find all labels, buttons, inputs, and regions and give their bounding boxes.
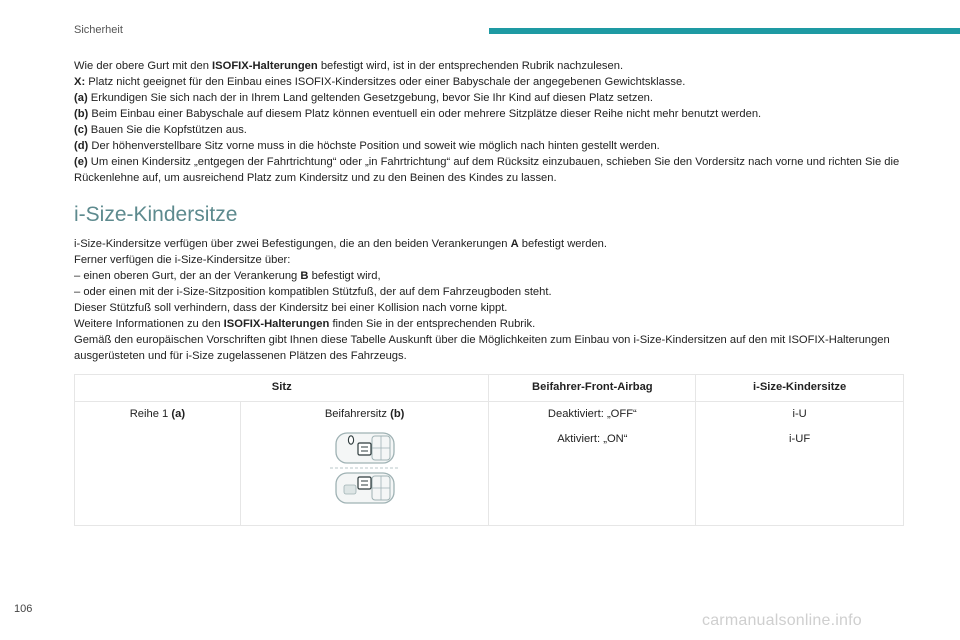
text-fragment: Wie der obere Gurt mit den — [74, 60, 213, 72]
note-key: (d) — [74, 140, 89, 152]
footnote-ref: (b) — [390, 408, 405, 420]
isize-list-item-1 — [74, 268, 904, 284]
car-airbag-on-icon — [336, 473, 394, 503]
text-fragment: befestigt wird, — [308, 270, 381, 282]
note-key: (e) — [74, 156, 88, 168]
note-x — [74, 74, 904, 90]
isize-paragraph-4 — [74, 316, 904, 332]
intro-line-isofix — [74, 58, 904, 74]
note-key: (b) — [74, 108, 89, 120]
note-c — [74, 122, 904, 138]
note-text: Der höhenverstellbare Sitz vorne muss in die höchste Position und soweit wie möglich nach hinten gestellt werden. — [88, 140, 660, 152]
header-isize: i-Size-Kindersitze — [696, 375, 904, 402]
airbag-off-status: Deaktiviert: „OFF“ — [547, 408, 637, 420]
note-text: Beim Einbau einer Babyschale auf diesem Platz können eventuell ein oder mehrere Sitzplätze dieser Reihe nicht mehr benutzt werden. — [88, 108, 762, 120]
seat-label — [325, 408, 405, 420]
note-key: X: — [74, 76, 86, 88]
text-fragment: i-Size-Kindersitze verfügen über zwei Befestigungen, die an den beiden Verankerungen — [74, 238, 511, 250]
cell-isize — [696, 402, 904, 526]
text-fragment: finden Sie in der entsprechenden Rubrik. — [329, 318, 536, 330]
isofix-bold-term: ISOFIX-Halterungen — [212, 60, 318, 72]
note-text: Um einen Kindersitz „entgegen der Fahrtrichtung“ oder „in Fahrtrichtung“ auf dem Rücksitz einzubauen, schieben Sie den Vordersitz nach vorne und richten Sie die Rückenlehne auf, um ausreichend Platz zum Kindersitz und zu den Beinen des Kindes zu lassen. — [74, 156, 900, 184]
cell-airbag — [489, 402, 696, 526]
text-fragment: Reihe 1 — [129, 408, 172, 420]
footnote-ref: (a) — [171, 408, 186, 420]
isize-paragraph-3: Dieser Stützfuß soll verhindern, dass der Kindersitz bei einer Kollision nach vorne kippt. — [74, 302, 508, 314]
note-text: Bauen Sie die Kopfstützen aus. — [87, 124, 247, 136]
watermark: carmanualsonline.info — [702, 612, 862, 629]
text-fragment: Beifahrersitz — [324, 408, 391, 420]
isofix-bold-term: ISOFIX-Halterungen — [223, 318, 330, 330]
note-b — [74, 106, 904, 122]
section-heading: i-Size-Kindersitze — [74, 203, 238, 226]
isize-paragraph-2: Ferner verfügen die i-Size-Kindersitze über: — [74, 254, 291, 266]
note-e — [74, 154, 904, 186]
header-airbag: Beifahrer-Front-Airbag — [489, 375, 696, 402]
text-fragment: Weitere Informationen zu den — [74, 318, 224, 330]
text-fragment: befestigt wird, ist in der entsprechenden Rubrik nachzulesen. — [317, 60, 624, 72]
isize-value-off: i-U — [792, 408, 807, 420]
anchor-label: B — [300, 270, 309, 282]
text-fragment: – einen oberen Gurt, der an der Verankerung — [74, 270, 301, 282]
table-header-row — [75, 375, 904, 402]
page-number: 106 — [14, 603, 33, 615]
header-accent-bar — [489, 28, 960, 34]
isize-paragraph-5: Gemäß den europäischen Vorschriften gibt Ihnen diese Tabelle Auskunft über die Möglichkeiten zum Einbau von i-Size-Kindersitzen auf den mit ISOFIX-Halterungen ausgerüsteten und für i-Size zugelassenen Plätzen des Fahrzeugs. — [74, 334, 890, 362]
isize-value-on: i-UF — [789, 433, 811, 445]
cell-seat — [240, 402, 489, 526]
note-key: (c) — [74, 124, 88, 136]
isize-table — [74, 374, 904, 526]
note-text: Platz nicht geeignet für den Einbau eines ISOFIX-Kindersitzes oder einer Babyschale der angegebenen Gewichtsklasse. — [85, 76, 686, 88]
section-label: Sicherheit — [74, 24, 123, 36]
note-text: Erkundigen Sie sich nach der in Ihrem Land geltenden Gesetzgebung, bevor Sie Ihr Kind auf diesen Platz setzen. — [87, 92, 654, 104]
cell-reihe — [75, 402, 241, 526]
isize-paragraph-1 — [74, 236, 904, 252]
note-d — [74, 138, 904, 154]
car-airbag-off-icon — [336, 433, 394, 463]
anchor-label: A — [510, 238, 519, 250]
header-sitz: Sitz — [75, 375, 489, 402]
note-a — [74, 90, 904, 106]
page-content — [74, 58, 904, 526]
isize-list-item-2: – oder einen mit der i-Size-Sitzposition kompatiblen Stützfuß, der auf dem Fahrzeugboden steht. — [74, 286, 552, 298]
text-fragment: befestigt werden. — [518, 238, 608, 250]
note-key: (a) — [74, 92, 88, 104]
car-seat-diagram — [330, 431, 400, 505]
table-row — [75, 402, 904, 526]
airbag-on-status: Aktiviert: „ON“ — [557, 433, 628, 445]
